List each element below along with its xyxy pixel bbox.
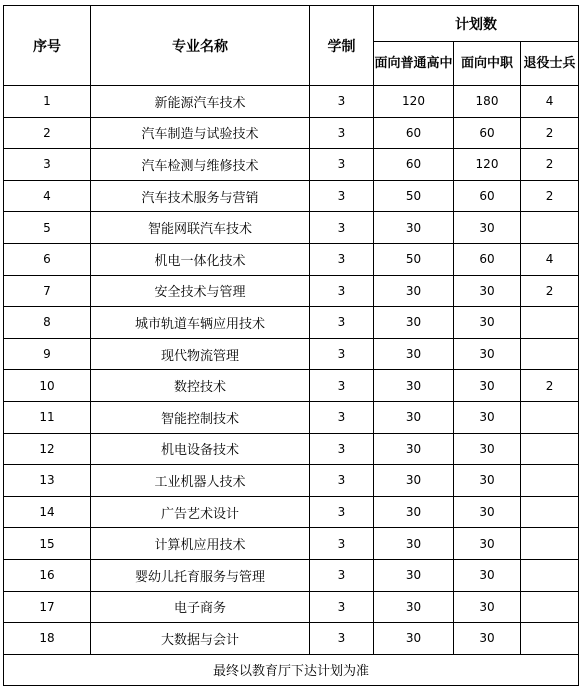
cell-vocational: 30 — [454, 212, 521, 244]
cell-veterans: 4 — [521, 86, 579, 118]
cell-seq: 6 — [4, 243, 91, 275]
cell-general-hs: 30 — [374, 401, 454, 433]
cell-general-hs: 30 — [374, 307, 454, 339]
cell-veterans: 2 — [521, 149, 579, 181]
cell-vocational: 30 — [454, 496, 521, 528]
cell-seq: 5 — [4, 212, 91, 244]
table-row — [4, 180, 579, 212]
cell-years: 3 — [310, 528, 374, 560]
cell-veterans — [521, 307, 579, 339]
cell-years: 3 — [310, 559, 374, 591]
cell-years: 3 — [310, 117, 374, 149]
cell-veterans — [521, 528, 579, 560]
cell-general-hs: 30 — [374, 496, 454, 528]
cell-general-hs: 30 — [374, 623, 454, 655]
table-row — [4, 433, 579, 465]
header-plan: 计划数 — [374, 6, 579, 42]
header-vocational: 面向中职 — [454, 42, 521, 86]
table-row — [4, 149, 579, 181]
cell-vocational: 30 — [454, 465, 521, 497]
table-row — [4, 370, 579, 402]
cell-vocational: 30 — [454, 338, 521, 370]
cell-vocational: 30 — [454, 401, 521, 433]
cell-major: 城市轨道车辆应用技术 — [91, 307, 310, 339]
cell-major: 汽车检测与维修技术 — [91, 149, 310, 181]
cell-major: 智能控制技术 — [91, 401, 310, 433]
cell-major: 汽车技术服务与营销 — [91, 180, 310, 212]
cell-years: 3 — [310, 623, 374, 655]
cell-veterans: 2 — [521, 370, 579, 402]
cell-vocational: 30 — [454, 433, 521, 465]
cell-years: 3 — [310, 243, 374, 275]
cell-vocational: 60 — [454, 243, 521, 275]
table-row — [4, 212, 579, 244]
cell-veterans — [521, 591, 579, 623]
table-row — [4, 275, 579, 307]
cell-general-hs: 30 — [374, 433, 454, 465]
cell-vocational: 120 — [454, 149, 521, 181]
cell-veterans: 2 — [521, 117, 579, 149]
cell-general-hs: 30 — [374, 370, 454, 402]
table-row — [4, 528, 579, 560]
cell-vocational: 60 — [454, 117, 521, 149]
cell-seq: 11 — [4, 401, 91, 433]
cell-major: 广告艺术设计 — [91, 496, 310, 528]
table-row — [4, 559, 579, 591]
cell-years: 3 — [310, 591, 374, 623]
cell-years: 3 — [310, 465, 374, 497]
cell-vocational: 30 — [454, 528, 521, 560]
table-row — [4, 591, 579, 623]
cell-vocational: 30 — [454, 623, 521, 655]
cell-vocational: 180 — [454, 86, 521, 118]
cell-vocational: 60 — [454, 180, 521, 212]
footer-note: 最终以教育厅下达计划为准 — [4, 654, 579, 685]
header-years: 学制 — [310, 6, 374, 86]
cell-major: 安全技术与管理 — [91, 275, 310, 307]
cell-years: 3 — [310, 180, 374, 212]
table-row — [4, 117, 579, 149]
cell-years: 3 — [310, 212, 374, 244]
table-row — [4, 465, 579, 497]
cell-general-hs: 30 — [374, 591, 454, 623]
table-row — [4, 623, 579, 655]
cell-general-hs: 50 — [374, 180, 454, 212]
cell-years: 3 — [310, 338, 374, 370]
enrollment-plan-table — [3, 5, 579, 686]
table-row — [4, 86, 579, 118]
cell-seq: 15 — [4, 528, 91, 560]
cell-veterans — [521, 496, 579, 528]
cell-general-hs: 30 — [374, 559, 454, 591]
table-row — [4, 496, 579, 528]
cell-general-hs: 30 — [374, 528, 454, 560]
table-row — [4, 243, 579, 275]
cell-vocational: 30 — [454, 559, 521, 591]
cell-veterans — [521, 623, 579, 655]
cell-general-hs: 30 — [374, 338, 454, 370]
cell-major: 机电设备技术 — [91, 433, 310, 465]
cell-major: 计算机应用技术 — [91, 528, 310, 560]
header-veterans: 退役士兵 — [521, 42, 579, 86]
cell-years: 3 — [310, 307, 374, 339]
cell-veterans: 2 — [521, 275, 579, 307]
cell-major: 现代物流管理 — [91, 338, 310, 370]
table-row — [4, 338, 579, 370]
cell-major: 数控技术 — [91, 370, 310, 402]
cell-seq: 10 — [4, 370, 91, 402]
cell-major: 大数据与会计 — [91, 623, 310, 655]
table-header — [4, 6, 579, 86]
cell-general-hs: 60 — [374, 117, 454, 149]
cell-years: 3 — [310, 86, 374, 118]
table-row — [4, 401, 579, 433]
cell-major: 机电一体化技术 — [91, 243, 310, 275]
cell-major: 汽车制造与试验技术 — [91, 117, 310, 149]
cell-seq: 3 — [4, 149, 91, 181]
cell-veterans — [521, 401, 579, 433]
cell-general-hs: 60 — [374, 149, 454, 181]
cell-veterans: 4 — [521, 243, 579, 275]
cell-seq: 13 — [4, 465, 91, 497]
header-seq: 序号 — [4, 6, 91, 86]
header-major: 专业名称 — [91, 6, 310, 86]
cell-general-hs: 30 — [374, 212, 454, 244]
cell-seq: 12 — [4, 433, 91, 465]
cell-general-hs: 30 — [374, 275, 454, 307]
cell-major: 新能源汽车技术 — [91, 86, 310, 118]
cell-major: 工业机器人技术 — [91, 465, 310, 497]
cell-major: 婴幼儿托育服务与管理 — [91, 559, 310, 591]
enrollment-plan-sheet — [3, 5, 579, 686]
cell-general-hs: 120 — [374, 86, 454, 118]
cell-vocational: 30 — [454, 275, 521, 307]
cell-vocational: 30 — [454, 307, 521, 339]
cell-years: 3 — [310, 496, 374, 528]
cell-veterans — [521, 338, 579, 370]
cell-veterans: 2 — [521, 180, 579, 212]
cell-general-hs: 50 — [374, 243, 454, 275]
cell-years: 3 — [310, 370, 374, 402]
cell-seq: 14 — [4, 496, 91, 528]
cell-vocational: 30 — [454, 370, 521, 402]
cell-veterans — [521, 212, 579, 244]
table-row — [4, 307, 579, 339]
cell-years: 3 — [310, 433, 374, 465]
cell-veterans — [521, 465, 579, 497]
cell-seq: 17 — [4, 591, 91, 623]
cell-veterans — [521, 433, 579, 465]
cell-seq: 2 — [4, 117, 91, 149]
cell-seq: 9 — [4, 338, 91, 370]
cell-years: 3 — [310, 275, 374, 307]
cell-seq: 8 — [4, 307, 91, 339]
cell-years: 3 — [310, 149, 374, 181]
header-general-hs: 面向普通高中 — [374, 42, 454, 86]
cell-seq: 4 — [4, 180, 91, 212]
cell-veterans — [521, 559, 579, 591]
cell-major: 电子商务 — [91, 591, 310, 623]
table-body — [4, 86, 579, 655]
cell-major: 智能网联汽车技术 — [91, 212, 310, 244]
cell-seq: 16 — [4, 559, 91, 591]
cell-vocational: 30 — [454, 591, 521, 623]
cell-seq: 1 — [4, 86, 91, 118]
cell-general-hs: 30 — [374, 465, 454, 497]
cell-seq: 18 — [4, 623, 91, 655]
cell-seq: 7 — [4, 275, 91, 307]
cell-years: 3 — [310, 401, 374, 433]
